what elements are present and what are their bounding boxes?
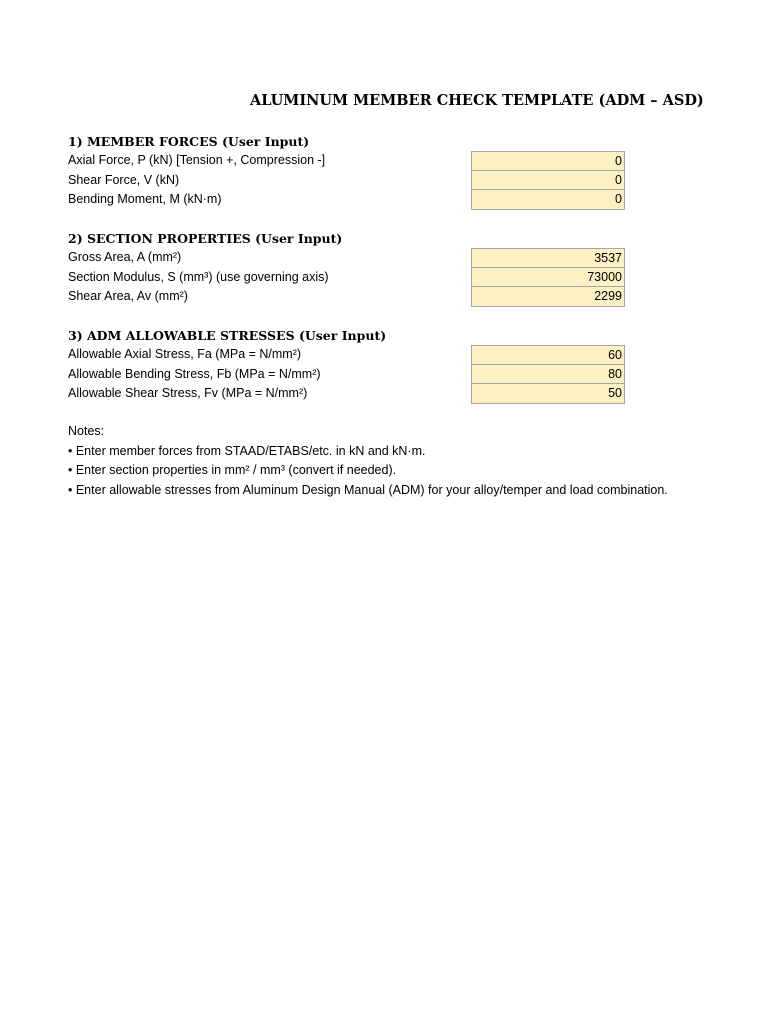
row-label: Gross Area, A (mm²) bbox=[68, 250, 182, 264]
note-line: • Enter member forces from STAAD/ETABS/etc. in kN and kN·m. bbox=[68, 443, 426, 458]
row-label: Bending Moment, M (kN·m) bbox=[68, 192, 222, 206]
row-label: Allowable Bending Stress, Fb (MPa = N/mm²) bbox=[68, 366, 321, 381]
section-heading: 1) MEMBER FORCES (User Input) bbox=[68, 134, 310, 149]
shear-force-input-cell[interactable]: 0 bbox=[471, 171, 625, 191]
bending-moment-input-cell[interactable]: 0 bbox=[471, 190, 625, 210]
input-row-bending-moment bbox=[68, 190, 628, 210]
input-row-section-modulus bbox=[68, 268, 628, 288]
row-label: Shear Area, Av (mm²) bbox=[68, 289, 188, 303]
row-label: Allowable Shear Stress, Fv (MPa = N/mm²) bbox=[68, 386, 308, 400]
shear-area-input-cell[interactable]: 2299 bbox=[471, 287, 625, 307]
allowable-bending-stress-input-cell[interactable]: 80 bbox=[471, 365, 625, 385]
page-title: ALUMINUM MEMBER CHECK TEMPLATE (ADM – ASD) bbox=[250, 92, 704, 109]
row-label: Allowable Axial Stress, Fa (MPa = N/mm²) bbox=[68, 347, 302, 361]
input-row-allowable-axial-stress bbox=[68, 345, 628, 365]
section-allowable-stresses bbox=[68, 326, 628, 404]
note-line: • Enter section properties in mm² / mm³ (convert if needed). bbox=[68, 463, 397, 477]
section-heading: 3) ADM ALLOWABLE STRESSES (User Input) bbox=[68, 328, 387, 343]
gross-area-input-cell[interactable]: 3537 bbox=[471, 248, 625, 268]
notes-heading: Notes: bbox=[68, 424, 105, 438]
section-modulus-input-cell[interactable]: 73000 bbox=[471, 268, 625, 288]
row-label: Section Modulus, S (mm³) (use governing axis) bbox=[68, 269, 329, 284]
note-line: • Enter allowable stresses from Aluminum Design Manual (ADM) for your alloy/temper and load combination. bbox=[68, 482, 668, 497]
input-row-axial-force bbox=[68, 151, 628, 171]
section-section-properties bbox=[68, 229, 628, 307]
notes-block bbox=[68, 422, 748, 500]
allowable-axial-stress-input-cell[interactable]: 60 bbox=[471, 345, 625, 365]
axial-force-input-cell[interactable]: 0 bbox=[471, 151, 625, 171]
allowable-shear-stress-input-cell[interactable]: 50 bbox=[471, 384, 625, 404]
input-row-shear-force bbox=[68, 171, 628, 191]
row-label: Shear Force, V (kN) bbox=[68, 172, 180, 187]
input-row-gross-area bbox=[68, 248, 628, 268]
section-member-forces bbox=[68, 132, 628, 210]
input-row-allowable-bending-stress bbox=[68, 365, 628, 385]
input-row-shear-area bbox=[68, 287, 628, 307]
input-row-allowable-shear-stress bbox=[68, 384, 628, 404]
section-heading: 2) SECTION PROPERTIES (User Input) bbox=[68, 231, 343, 246]
row-label: Axial Force, P (kN) [Tension +, Compression -] bbox=[68, 153, 326, 167]
